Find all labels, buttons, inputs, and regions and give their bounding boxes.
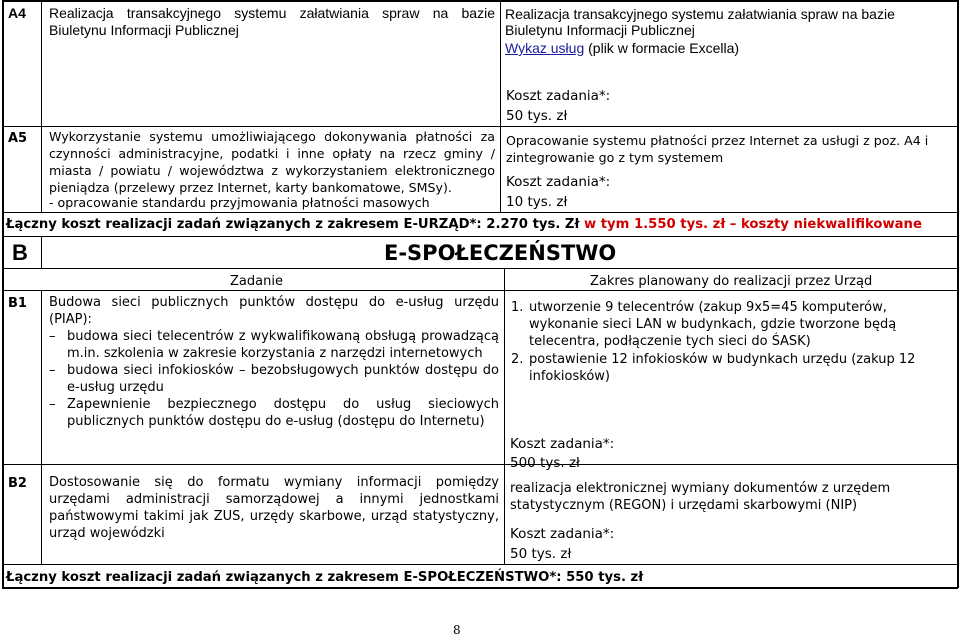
col-header-task: Zadanie (230, 274, 283, 289)
section-letter-b: B (12, 240, 28, 265)
section-title-e-spoleczenstwo: E-SPOŁECZEŃSTWO (384, 241, 617, 265)
a4-scope-line2: Biuletynu Informacji Publicznej (505, 22, 695, 38)
bullet-dash: – (49, 363, 56, 378)
grid-col-a (41, 0, 42, 212)
grid-right (957, 0, 959, 588)
grid-row-b2 (2, 564, 958, 565)
a4-task: Realizacja transakcyjnego systemu załatwiania spraw na bazie Biuletynu Informacji Publicznej (49, 5, 495, 38)
row-code-a5: A5 (8, 131, 28, 146)
a5-cost-value: 10 tys. zł (506, 194, 568, 210)
page-number: 8 (453, 623, 461, 637)
b1-mid-line: m.in. szkolenia w zakresie korzystania z narzędzi internetowych (67, 346, 483, 361)
b1-cost-value: 500 tys. zł (510, 455, 580, 471)
a4-services-link-row (505, 40, 739, 57)
grid-row-b-header (2, 290, 958, 291)
link-suffix: (plik w formacie Excella) (584, 40, 740, 56)
row-code-b2: B2 (8, 476, 27, 491)
grid-row-total-a (2, 236, 958, 237)
b1-scope-item-1 (511, 299, 931, 350)
grid-row-a5-end (2, 212, 958, 213)
b1-bullet-2-text: budowa sieci infokiosków – bezobsługowych punktów dostępu do e-usług urzędu (67, 363, 499, 395)
b1-bullet-1 (49, 328, 499, 345)
b1-bullet-3-text: Zapewnienie bezpiecznego dostępu do usług sieciowych publicznych punktów dostępu do e-usług (dostępu do Internetu) (67, 397, 499, 429)
row-code-b1: B1 (8, 296, 27, 311)
total-e-spoleczenstwo: Łączny koszt realizacji zadań związanych z zakresem E-SPOŁECZEŃSTWO*: 550 tys. zł (6, 570, 644, 585)
grid-col-mid-b (504, 268, 505, 564)
total-e-urzad (6, 216, 922, 233)
b1-task-intro: Budowa sieci publicznych punktów dostępu do e-usług urzędu (PIAP): (49, 295, 499, 327)
bullet-dash: – (49, 329, 56, 344)
grid-row-a4 (2, 126, 500, 127)
a4-cost-label: Koszt zadania*: (506, 88, 611, 104)
grid-col-b-letter (41, 236, 42, 268)
grid-bottom (2, 587, 958, 589)
a4-cost-value: 50 tys. zł (506, 108, 568, 124)
list-number: 1. (511, 300, 524, 315)
grid-col-mid-a (500, 0, 501, 212)
bullet-dash: – (49, 397, 56, 412)
grid-col-b-code (41, 290, 42, 564)
services-list-link[interactable]: Wykaz usług (505, 40, 585, 56)
a5-scope: Opracowanie systemu płatności przez Internet za usługi z poz. A4 i zintegrowanie go z tym systemem (506, 133, 929, 165)
b1-scope-item-1-text: utworzenie 9 telecentrów (zakup 9x5=45 komputerów, wykonanie sieci LAN w budynkach, gdzie tworzone będą telecentra, podłączenie tych sieci do ŚASK) (529, 300, 897, 349)
grid-row-b1 (2, 464, 958, 465)
b1-cost-label: Koszt zadania*: (510, 436, 615, 452)
b1-scope-item-2 (511, 351, 931, 385)
total-e-urzad-main: Łączny koszt realizacji zadań związanych z zakresem E-URZĄD*: 2.270 tys. Zł (6, 217, 580, 232)
row-code-a4: A4 (8, 5, 26, 21)
col-header-scope: Zakres planowany do realizacji przez Urząd (590, 274, 873, 289)
b1-bullet-3 (49, 396, 499, 430)
a5-task: Wykorzystanie systemu umożliwiającego dokonywania płatności za czynności administracyjne, podatki i inne opłaty na rzecz gminy / miasta / powiatu / województwa z wykorzystaniem elektronicznego pieniądza (przelewy przez Internet, karty bankomatowe, SMSy). (49, 129, 495, 195)
grid-row-b-title (2, 268, 958, 269)
total-e-urzad-noneligible: w tym 1.550 tys. zł – koszty niekwalifikowane (579, 217, 922, 232)
list-number: 2. (511, 352, 524, 367)
a5-cost-label: Koszt zadania*: (506, 174, 611, 190)
b1-bullet-1-text: budowa sieci telecentrów z wykwalifikowaną obsługą prowadzącą (67, 329, 499, 344)
grid-row-a5-scope (500, 126, 958, 127)
grid-top (2, 0, 958, 2)
a5-task-extra: - opracowanie standardu przyjmowania płatności masowych (49, 195, 430, 210)
b2-cost-value: 50 tys. zł (510, 546, 572, 562)
b2-scope: realizacja elektronicznej wymiany dokumentów z urzędem statystycznym (REGON) i urzędami skarbowymi (NIP) (510, 481, 891, 513)
b1-bullet-2 (49, 362, 499, 396)
b2-cost-label: Koszt zadania*: (510, 526, 615, 542)
a4-scope-line1: Realizacja transakcyjnego systemu załatwiania spraw na bazie (505, 6, 895, 22)
b1-scope-item-2-text: postawienie 12 infokiosków w budynkach urzędu (zakup 12 infokiosków) (529, 352, 916, 384)
grid-left (2, 0, 4, 588)
b2-task: Dostosowanie się do formatu wymiany informacji pomiędzy urzędami administracji samorządowej a innymi jednostkami państwowymi takimi jak ZUS, urzędy skarbowe, urząd statystyczny, urząd wojewódzki (49, 475, 499, 541)
